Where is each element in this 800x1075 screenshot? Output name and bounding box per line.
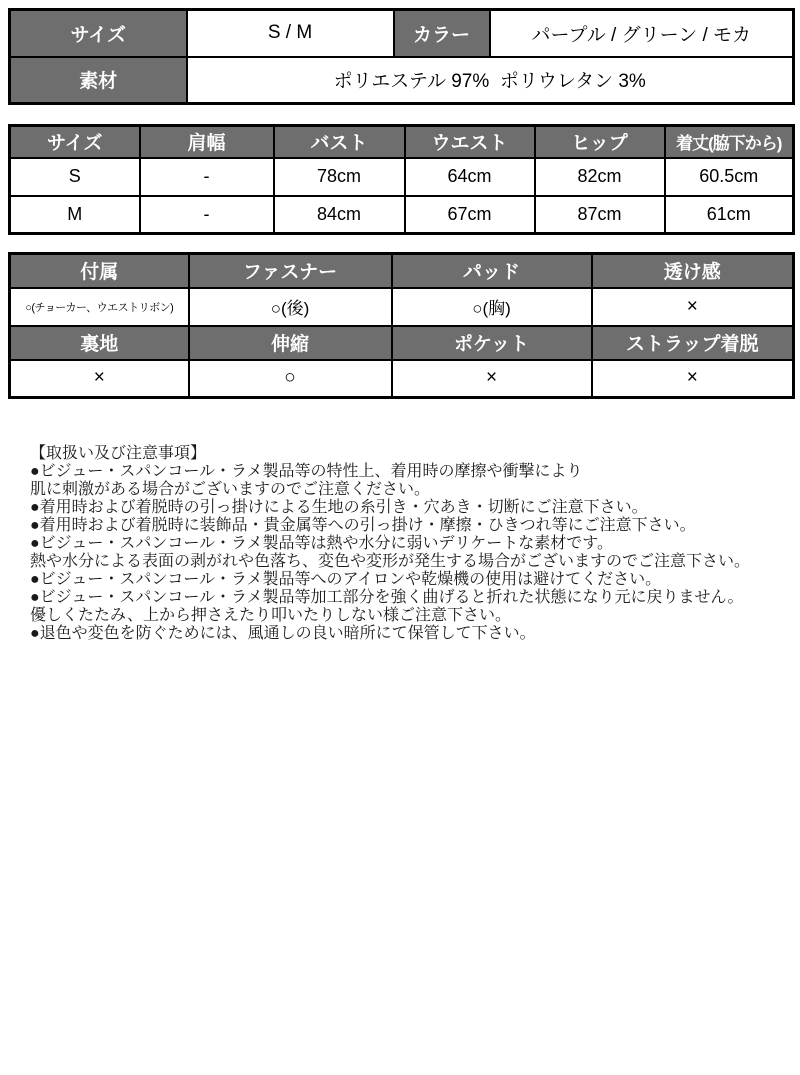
col-header-shoulder: 肩幅 [140, 126, 274, 158]
measurements-header-row [10, 126, 794, 158]
cell-sheerness: × [592, 288, 794, 326]
care-note-line: ●ビジュー・スパンコール・ラメ製品等加工部分を強く曲げると折れた状態になり元に戻りません。 [30, 589, 744, 606]
cell-lining: × [10, 360, 189, 398]
cell-hip: 82cm [535, 158, 665, 196]
col-header-bust: バスト [274, 126, 405, 158]
care-note-line: ●ビジュー・スパンコール・ラメ製品等は熱や水分に弱いデリケートな素材です。 [30, 535, 613, 552]
features-value-row-1 [10, 288, 794, 326]
col-header-length: 着丈(脇下から) [665, 126, 794, 158]
features-value-row-2 [10, 360, 794, 398]
color-value-cell: パープル / グリーン / モカ [490, 10, 794, 57]
cell-hip: 87cm [535, 196, 665, 234]
cell-shoulder: - [140, 158, 274, 196]
cell-waist: 67cm [405, 196, 535, 234]
features-header-row-1 [10, 254, 794, 288]
cell-stretch: ○ [189, 360, 392, 398]
care-note-line: ●退色や変色を防ぐためには、風通しの良い暗所にて保管して下さい。 [30, 625, 536, 642]
material-header-cell: 素材 [10, 57, 187, 104]
cell-shoulder: - [140, 196, 274, 234]
col-header-accessory: 付属 [10, 254, 189, 288]
features-table [8, 252, 795, 399]
care-note-line: ●着用時および着脱時の引っ掛けによる生地の糸引き・穴あき・切断にご注意下さい。 [30, 499, 648, 516]
care-notes-title: 【取扱い及び注意事項】 [30, 445, 207, 462]
size-header-cell: サイズ [10, 10, 187, 57]
color-header-cell: カラー [394, 10, 490, 57]
measurements-row-s [10, 158, 794, 196]
spec-summary-table [8, 8, 795, 105]
summary-row-material [10, 57, 794, 104]
col-header-stretch: 伸縮 [189, 326, 392, 360]
cell-bust: 84cm [274, 196, 405, 234]
cell-length: 61cm [665, 196, 794, 234]
col-header-hip: ヒップ [535, 126, 665, 158]
summary-row-size-color [10, 10, 794, 57]
col-header-size: サイズ [10, 126, 140, 158]
care-note-line: ●ビジュー・スパンコール・ラメ製品等へのアイロンや乾燥機の使用は避けてください。 [30, 571, 662, 588]
col-header-waist: ウエスト [405, 126, 535, 158]
size-value-cell: S / M [187, 10, 394, 57]
cell-waist: 64cm [405, 158, 535, 196]
care-note-line: ●着用時および着脱時に装飾品・貴金属等への引っ掛け・摩擦・ひきつれ等にご注意下さい。 [30, 517, 696, 534]
cell-bust: 78cm [274, 158, 405, 196]
measurements-table [8, 124, 795, 235]
col-header-pad: パッド [392, 254, 592, 288]
care-note-line: 熱や水分による表面の剥がれや色落ち、変色や変形が発生する場合がございますのでご注意下さい。 [30, 553, 751, 570]
features-header-row-2 [10, 326, 794, 360]
care-note-line: 肌に刺激がある場合がございますのでご注意ください。 [30, 481, 431, 498]
measurements-row-m [10, 196, 794, 234]
cell-pad: ○(胸) [392, 288, 592, 326]
cell-pocket: × [392, 360, 592, 398]
col-header-lining: 裏地 [10, 326, 189, 360]
care-notes [30, 445, 800, 643]
cell-strap: × [592, 360, 794, 398]
cell-length: 60.5cm [665, 158, 794, 196]
material-value-cell: ポリエステル 97% ポリウレタン 3% [187, 57, 794, 104]
cell-size: M [10, 196, 140, 234]
col-header-strap: ストラップ着脱 [592, 326, 794, 360]
care-note-line: 優しくたたみ、上から押さえたり叩いたりしない様ご注意下さい。 [30, 607, 511, 624]
col-header-fastener: ファスナー [189, 254, 392, 288]
cell-accessory: ○(チョーカー、ウエストリボン) [10, 288, 189, 326]
cell-fastener: ○(後) [189, 288, 392, 326]
col-header-pocket: ポケット [392, 326, 592, 360]
col-header-sheerness: 透け感 [592, 254, 794, 288]
care-note-line: ●ビジュー・スパンコール・ラメ製品等の特性上、着用時の摩擦や衝撃により [30, 463, 583, 480]
cell-size: S [10, 158, 140, 196]
